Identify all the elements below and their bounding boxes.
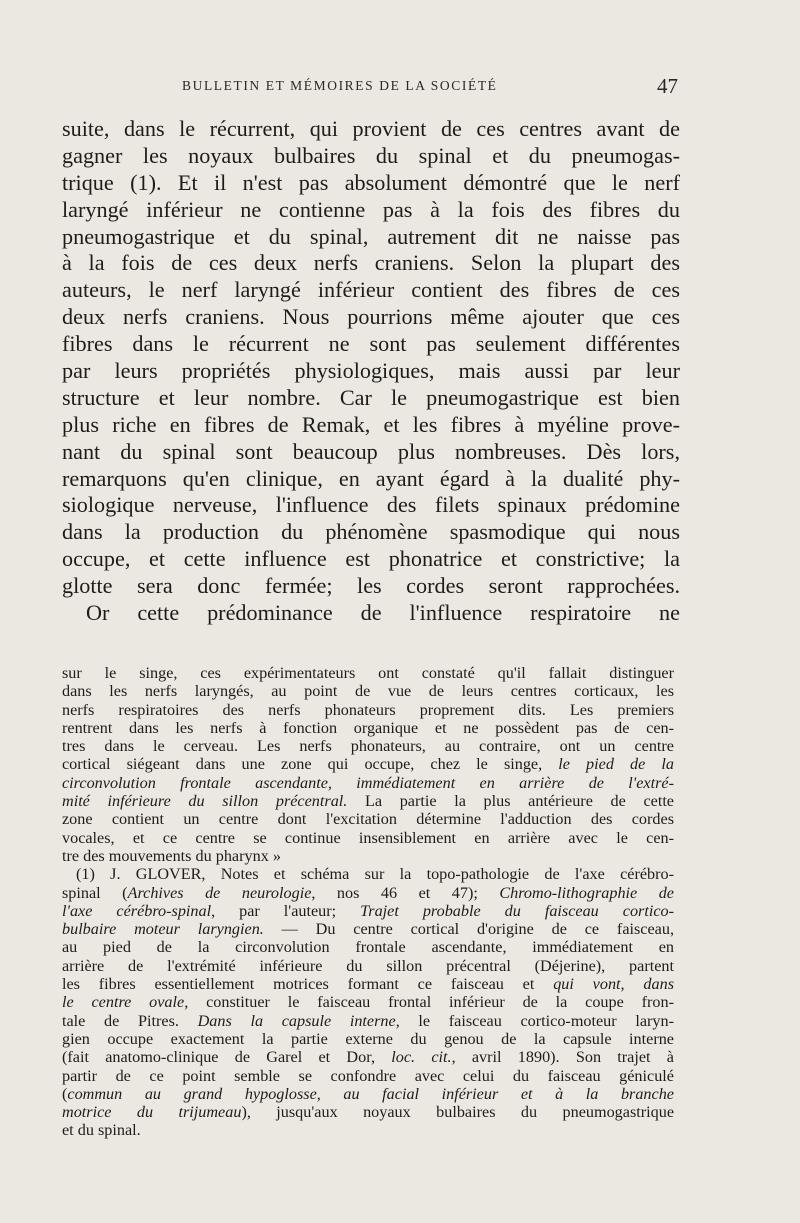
footnote-line — [62, 682, 674, 700]
footnote-line — [62, 920, 674, 938]
note-text: ), jusqu'aux noyaux bulbaires du pneumogastrique — [241, 1103, 674, 1122]
body-line: à la fois de ces deux nerfs craniens. Selon la plupart des — [62, 250, 680, 276]
body-line: siologique nerveuse, l'influence des filets spinaux prédomine — [62, 492, 680, 518]
footnote-line — [62, 1048, 674, 1066]
body-line: auteurs, le nerf laryngé inférieur contient des fibres de ces — [62, 277, 680, 303]
footnote-line — [62, 957, 674, 975]
body-line: remarquons qu'en clinique, en ayant égard à la dualité phy- — [62, 465, 680, 491]
note-text: tre des mouvements du pharynx » — [62, 846, 281, 865]
note-text: vocales, et ce centre se continue insensiblement en arrière avec le cen- — [62, 828, 674, 847]
note-text: arrière de l'extrémité inférieure du sillon précentral (Déjerine), partent — [62, 956, 674, 975]
note-text: zone contient un centre dont l'excitation détermine l'adduction des cordes — [62, 810, 674, 829]
note-text: tres dans le cerveau. Les nerfs phonateurs, au contraire, ont un centre — [62, 737, 674, 756]
body-line: fibres dans le récurrent ne sont pas seulement différentes — [62, 331, 680, 357]
note-text: rentrent dans les nerfs à fonction organique et ne possèdent pas de cen- — [62, 718, 674, 737]
note-text: (fait anatomo-clinique de Garel et Dor, — [62, 1048, 392, 1067]
footnote-line — [62, 774, 674, 792]
footnote-line — [62, 993, 674, 1011]
note-text: nerfs respiratoires des nerfs phonateurs proprement dits. Les premiers — [62, 700, 674, 719]
body-text — [62, 116, 680, 627]
footnote-line — [62, 810, 674, 828]
note-text: les fibres essentiellement motrices formant ce faisceau et — [62, 975, 554, 994]
footnote-line — [62, 792, 674, 810]
footnote-line — [62, 1012, 674, 1030]
body-line: Or cette prédominance de l'influence respiratoire ne — [86, 600, 680, 626]
note-text: au pied de la circonvolution frontale ascendante, immédiatement en — [62, 938, 674, 957]
italic-text: loc. cit. — [391, 1048, 452, 1067]
footnote-line — [62, 829, 674, 847]
italic-text: Dans la capsule interne — [197, 1011, 396, 1030]
italic-text: motrice du trijumeau — [62, 1103, 242, 1122]
footnote-line — [62, 1085, 674, 1103]
note-text: , par l'auteur; — [211, 901, 361, 920]
note-text: tale de Pitres. — [62, 1011, 198, 1030]
italic-text: bulbaire moteur laryngien. — [62, 920, 264, 939]
footnote-line — [62, 1067, 674, 1085]
italic-text: mité inférieure du sillon précentral. — [62, 792, 348, 811]
note-text: ( — [62, 1084, 68, 1103]
page-number: 47 — [657, 74, 678, 98]
footnote-line — [62, 1121, 674, 1139]
body-line: trique (1). Et il n'est pas absolument démontré que le nerf — [62, 169, 680, 195]
footnote-line — [62, 884, 674, 902]
note-text: spinal ( — [62, 883, 128, 902]
note-text: dans les nerfs laryngés, au point de vue de leurs centres corticaux, les — [62, 682, 674, 701]
note-text: , le faisceau cortico-moteur laryn- — [395, 1011, 674, 1030]
italic-text: le pied de la — [558, 755, 674, 774]
italic-text: le centre ovale — [62, 993, 185, 1012]
note-text: , nos 46 et 47); — [311, 883, 500, 902]
body-line: laryngé inférieur ne contienne pas à la fois des fibres du — [62, 196, 680, 222]
body-line: deux nerfs craniens. Nous pourrions même ajouter que ces — [62, 304, 680, 330]
body-line: dans la production du phénomène spasmodique qui nous — [62, 519, 680, 545]
footnote-line — [62, 664, 674, 682]
footnote-line — [62, 737, 674, 755]
footnote-line — [62, 975, 674, 993]
italic-text: l'axe cérébro-spinal — [62, 901, 212, 920]
footnote-line — [62, 755, 674, 773]
body-line: glotte sera donc fermée; les cordes seront rapprochées. — [62, 573, 680, 599]
body-line: suite, dans le récurrent, qui provient de ces centres avant de — [62, 116, 680, 141]
italic-text: circonvolution frontale ascendante, immédiatement en arrière de l'extré- — [62, 773, 674, 792]
note-text: — Du centre cortical d'origine de ce faisceau, — [263, 920, 674, 939]
footnote-line — [62, 865, 674, 883]
italic-text: Archives de neurologie — [127, 883, 312, 902]
footnote-line — [62, 1103, 674, 1121]
footnotes — [62, 664, 674, 1140]
note-text: et du spinal. — [62, 1121, 141, 1140]
footnote-line — [62, 938, 674, 956]
footnote-line — [62, 902, 674, 920]
footnote-line — [62, 847, 674, 865]
note-text: , avril 1890). Son trajet à — [451, 1048, 674, 1067]
note-text: gien occupe exactement la partie externe du genou de la capsule interne — [62, 1029, 674, 1048]
italic-text: commun au grand hypoglosse, au facial inférieur et à la branche — [67, 1084, 674, 1103]
body-line: gagner les noyaux bulbaires du spinal et du pneumogas- — [62, 142, 680, 168]
note-text: , constituer le faisceau frontal inférieur de la coupe fron- — [184, 993, 674, 1012]
running-header — [62, 74, 680, 104]
note-text: cortical siégeant dans une zone qui occupe, chez le singe, — [62, 755, 559, 774]
note-text: partir de ce point semble se confondre avec celui du faisceau géniculé — [62, 1066, 674, 1085]
body-line: plus riche en fibres de Remak, et les fibres à myéline prove- — [62, 411, 680, 437]
body-line: structure et leur nombre. Car le pneumogastrique est bien — [62, 384, 680, 410]
note-text: (1) J. GLOVER, Notes et schéma sur la topo-pathologie de l'axe cérébro- — [76, 865, 674, 884]
footnote-line — [62, 701, 674, 719]
note-text: sur le singe, ces expérimentateurs ont constaté qu'il fallait distinguer — [62, 664, 674, 682]
footnote-line — [62, 719, 674, 737]
italic-text: Chromo-lithographie de — [499, 883, 674, 902]
body-line: nant du spinal sont beaucoup plus nombreuses. Dès lors, — [62, 438, 680, 464]
italic-text: Trajet probable du faisceau cortico- — [360, 901, 674, 920]
italic-text: qui vont, dans — [553, 975, 674, 994]
footnote-line — [62, 1030, 674, 1048]
note-text: La partie la plus antérieure de cette — [347, 792, 674, 811]
header-title: BULLETIN ET MÉMOIRES DE LA SOCIÉTÉ — [182, 78, 498, 93]
body-line: pneumogastrique et du spinal, autrement dit ne naisse pas — [62, 223, 680, 249]
body-line: occupe, et cette influence est phonatrice et constrictive; la — [62, 546, 680, 572]
body-line: par leurs propriétés physiologiques, mais aussi par leur — [62, 358, 680, 384]
